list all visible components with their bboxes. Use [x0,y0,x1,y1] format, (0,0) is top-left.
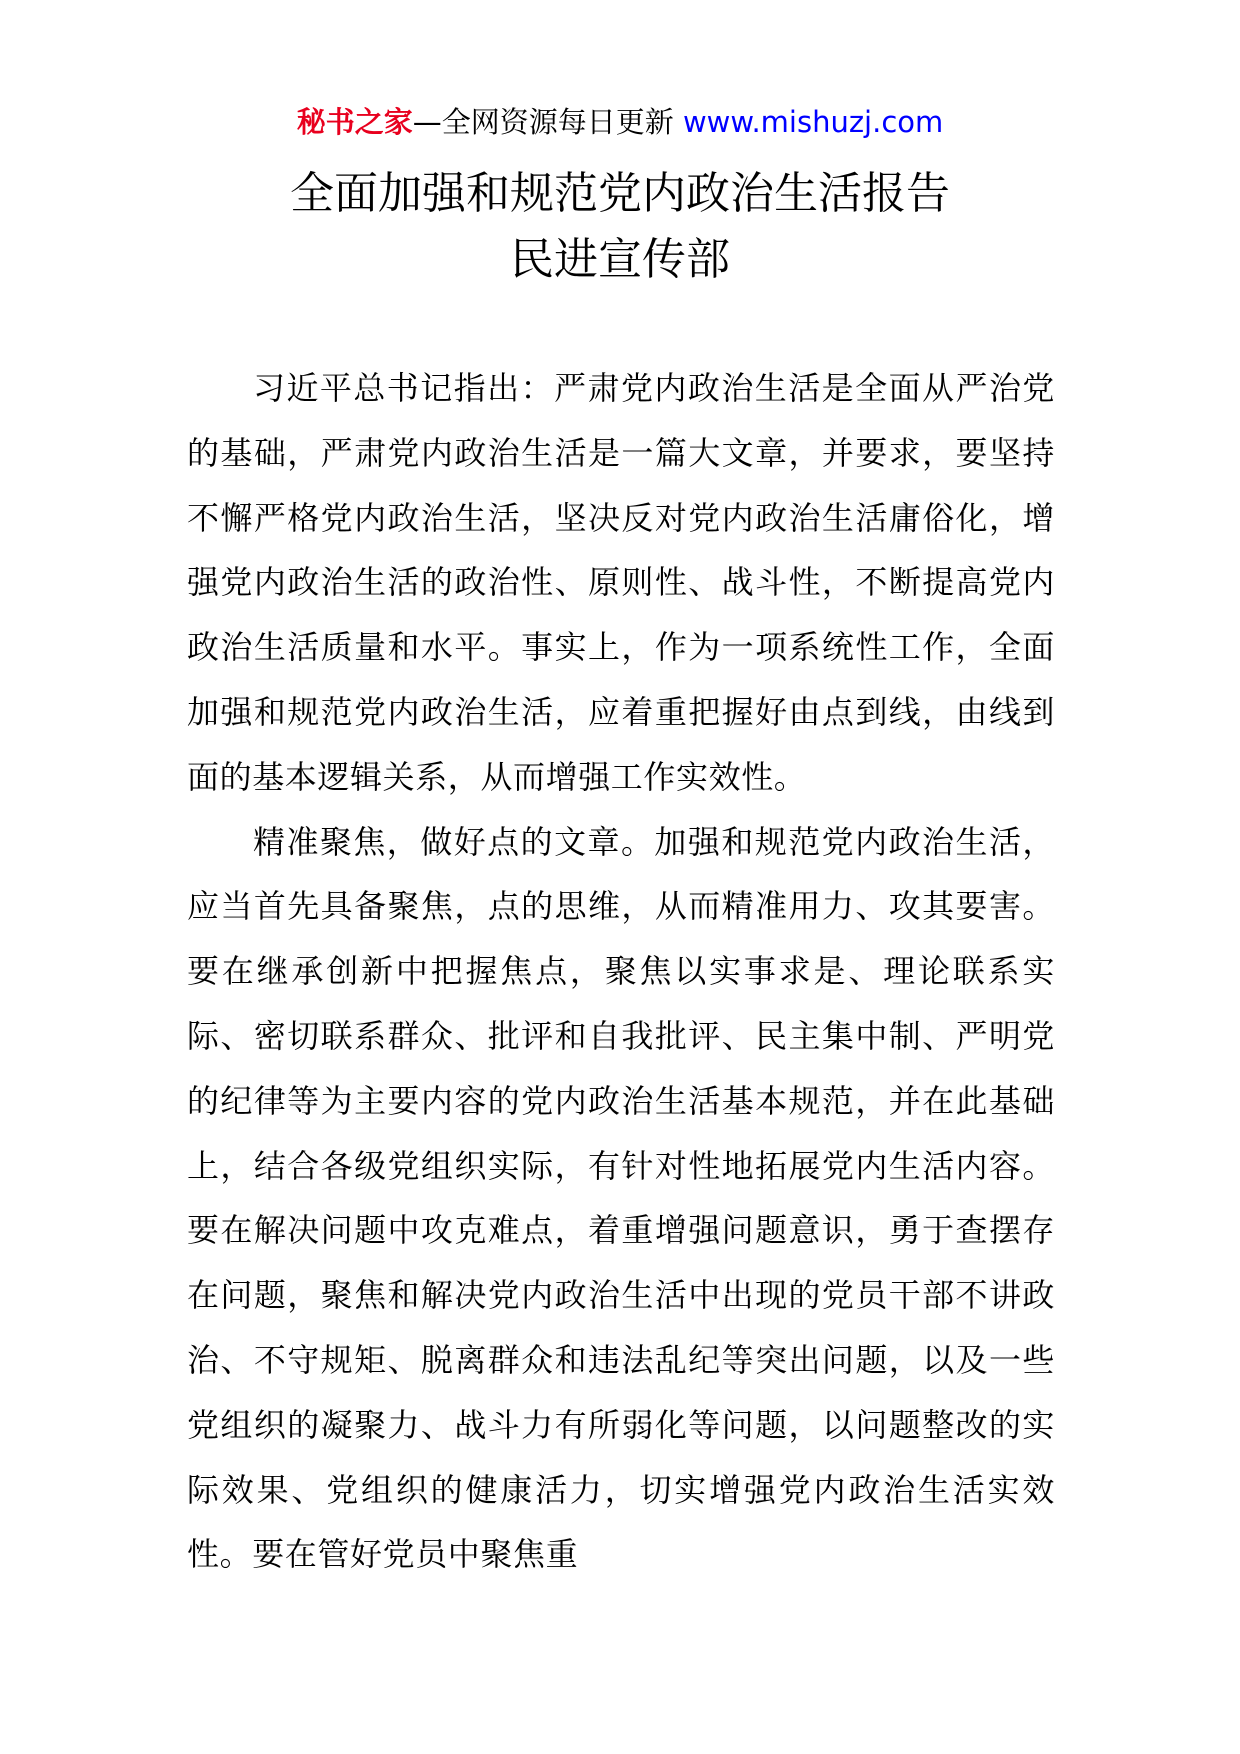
document-author: 民进宣传部 [510,234,730,285]
paragraph-2: 精准聚焦，做好点的文章。加强和规范党内政治生活，应当首先具备聚焦，点的思维，从而精准用力、攻其要害。要在继承创新中把握焦点，聚焦以实事求是、理论联系实际、密切联系群众、批评和自我批评、民主集中制、严明党的纪律等为主要内容的党内政治生活基本规范，并在此基础上，结合各级党组织实际，有针对性地拓展党内生活内容。要在解决问题中攻克难点，着重增强问题意识，勇于查摆存在问题，聚焦和解决党内政治生活中出现的党员干部不讲政治、不守规矩、脱离群众和违法乱纪等突出问题，以及一些党组织的凝聚力、战斗力有所弱化等问题，以问题整改的实际效果、党组织的健康活力，切实增强党内政治生活实效性。要在管好党员中聚焦重 [187,822,1055,1574]
site-header [0,102,1240,142]
site-tagline: —全网资源每日更新 [412,105,683,139]
site-brand: 秘书之家 [296,105,413,139]
document-body [187,356,1055,1587]
document-title: 全面加强和规范党内政治生活报告 [290,168,950,219]
paragraph-1: 习近平总书记指出：严肃党内政治生活是全面从严治党的基础，严肃党内政治生活是一篇大文章，并要求，要坚持不懈严格党内政治生活，坚决反对党内政治生活庸俗化，增强党内政治生活的政治性、原则性、战斗性，不断提高党内政治生活质量和水平。事实上，作为一项系统性工作，全面加强和规范党内政治生活，应着重把握好由点到线，由线到面的基本逻辑关系，从而增强工作实效性。 [187,369,1055,796]
site-url-link[interactable]: www.mishuzj.com [682,105,944,139]
